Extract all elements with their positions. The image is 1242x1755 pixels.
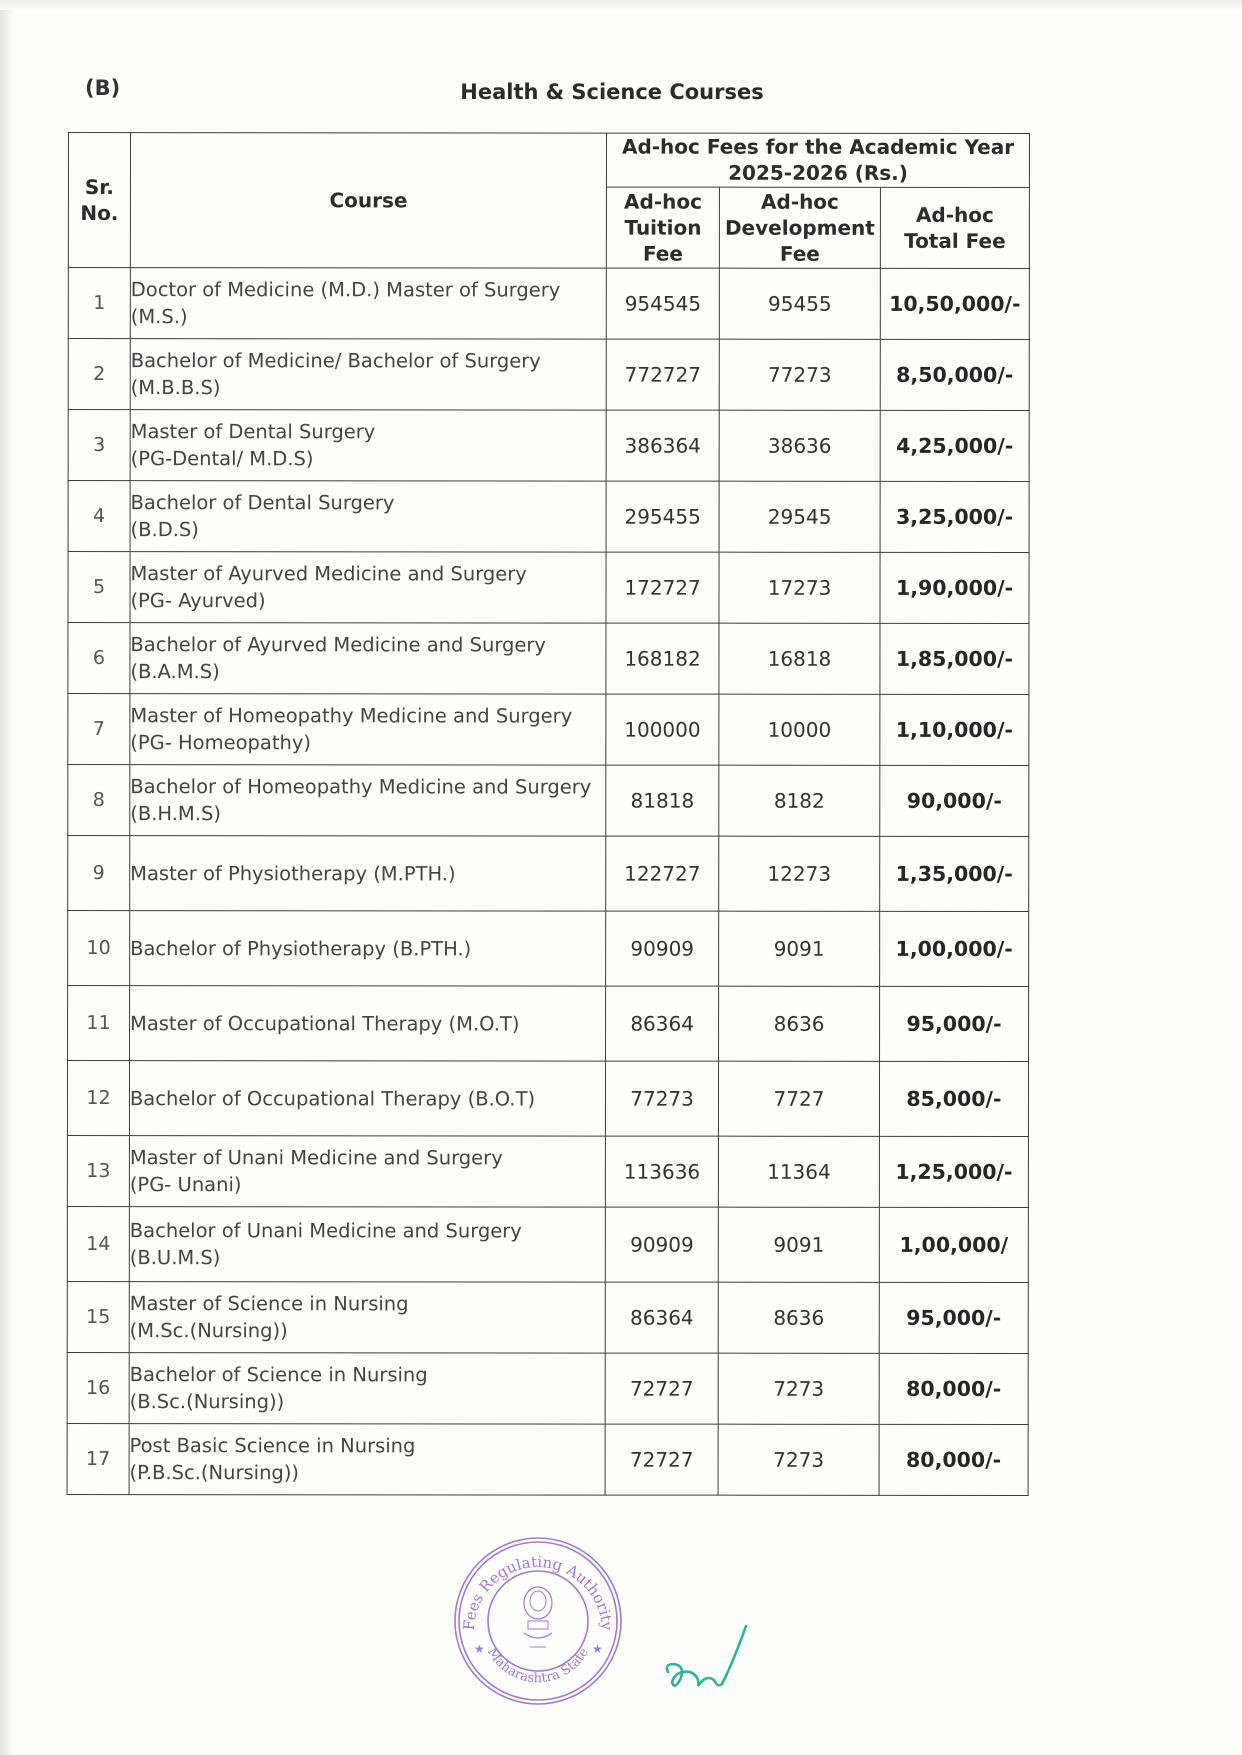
total-fee-cell: 8,50,000/- <box>880 339 1029 410</box>
course-name-line2: (B.Sc.(Nursing)) <box>129 1390 285 1414</box>
header-development-line2: Development <box>724 215 875 240</box>
development-fee-cell: 9091 <box>718 1207 879 1282</box>
table-row <box>68 765 1029 837</box>
sr-no-cell: 8 <box>68 765 130 836</box>
total-fee-cell: 1,35,000/- <box>880 836 1029 911</box>
course-cell <box>129 1207 605 1282</box>
development-fee-cell: 16818 <box>719 623 880 694</box>
course-name-line2: (M.S.) <box>130 305 188 329</box>
sr-no-cell: 17 <box>67 1423 129 1494</box>
header-development-fee <box>719 187 880 268</box>
course-cell <box>129 1282 605 1353</box>
total-fee-cell: 1,10,000/- <box>880 694 1029 765</box>
scan-top-shadow <box>0 0 1242 10</box>
tuition-fee-cell: 77273 <box>606 1061 719 1136</box>
section-title-text: Health & Science Courses <box>460 80 764 104</box>
course-name-line1: Master of Science in Nursing <box>129 1292 409 1316</box>
course-name-line2: (B.D.S) <box>130 518 199 542</box>
tuition-fee-cell: 772727 <box>606 339 719 410</box>
development-fee-cell: 95455 <box>719 268 880 339</box>
course-name-line1: Bachelor of Occupational Therapy (B.O.T) <box>129 1086 536 1110</box>
total-fee-cell: 10,50,000/- <box>880 268 1029 339</box>
total-fee-cell: 80,000/- <box>879 1353 1028 1424</box>
course-cell <box>129 1424 605 1495</box>
sr-no-cell: 1 <box>68 268 130 339</box>
course-name-line1: Master of Occupational Therapy (M.O.T) <box>129 1011 520 1035</box>
header-fee-group-line2: 2025-2026 (Rs.) <box>728 160 908 185</box>
scan-edge-shadow <box>0 0 14 1755</box>
course-cell <box>130 694 606 765</box>
tuition-fee-cell: 90909 <box>605 1207 718 1282</box>
course-name-line1: Bachelor of Ayurved Medicine and Surgery <box>130 633 546 657</box>
course-cell <box>130 481 606 552</box>
course-name-line1: Bachelor of Homeopathy Medicine and Surgery <box>130 775 592 799</box>
fees-regulating-authority-stamp <box>452 1535 624 1707</box>
total-fee-cell: 1,00,000/- <box>880 911 1029 986</box>
tuition-fee-cell: 90909 <box>606 911 719 986</box>
stamp-star-left-icon: ★ <box>474 1642 485 1656</box>
header-total-fee <box>880 187 1029 268</box>
course-cell <box>130 765 606 836</box>
table-row <box>68 623 1029 695</box>
table-row <box>68 268 1029 340</box>
development-fee-cell: 8636 <box>719 986 880 1061</box>
sr-no-cell: 5 <box>68 552 130 623</box>
sr-no-cell: 7 <box>68 694 130 765</box>
header-sr-no-line2: No. <box>80 201 119 226</box>
total-fee-cell: 3,25,000/- <box>880 481 1029 552</box>
fee-rows <box>67 268 1029 1496</box>
development-fee-cell: 77273 <box>719 339 880 410</box>
sr-no-cell: 2 <box>68 339 130 410</box>
tuition-fee-cell: 113636 <box>605 1136 718 1207</box>
course-name-line1: Master of Physiotherapy (M.PTH.) <box>130 861 456 885</box>
development-fee-cell: 17273 <box>719 552 880 623</box>
development-fee-cell: 7273 <box>718 1424 879 1495</box>
course-name-line2: (M.B.B.S) <box>130 376 221 400</box>
course-cell <box>129 1353 605 1424</box>
header-development-line1: Ad-hoc <box>760 189 839 214</box>
header-tuition-line2: Tuition <box>624 215 702 240</box>
course-name-line1: Master of Ayurved Medicine and Surgery <box>130 562 527 586</box>
section-letter: (B) <box>85 76 121 100</box>
tuition-fee-cell: 72727 <box>605 1353 718 1424</box>
development-fee-cell: 7727 <box>718 1061 879 1136</box>
emblem-icon <box>524 1587 552 1647</box>
total-fee-cell: 1,25,000/- <box>879 1136 1028 1207</box>
tuition-fee-cell: 295455 <box>606 481 719 552</box>
header-tuition-line1: Ad-hoc <box>624 189 702 214</box>
stamp-bottom-text <box>484 1645 592 1686</box>
sr-no-cell: 12 <box>67 1061 129 1136</box>
course-cell <box>130 268 606 339</box>
development-fee-cell: 38636 <box>719 410 880 481</box>
header-tuition-fee <box>606 187 719 268</box>
sr-no-cell: 3 <box>68 410 130 481</box>
sr-no-cell: 6 <box>68 623 130 694</box>
total-fee-cell: 1,85,000/- <box>880 623 1029 694</box>
tuition-fee-cell: 100000 <box>606 694 719 765</box>
course-name-line1: Bachelor of Physiotherapy (B.PTH.) <box>130 936 472 960</box>
table-row <box>68 339 1029 411</box>
header-total-line2: Total Fee <box>904 228 1006 253</box>
development-fee-cell: 10000 <box>719 694 880 765</box>
tuition-fee-cell: 386364 <box>606 410 719 481</box>
table-row <box>68 552 1029 624</box>
sr-no-cell: 4 <box>68 481 130 552</box>
course-name-line2: (B.H.M.S) <box>130 802 221 826</box>
header-total-line1: Ad-hoc <box>915 202 994 227</box>
course-name-line1: Bachelor of Unani Medicine and Surgery (B.U.M.S) <box>129 1219 522 1270</box>
course-name-line2: (P.B.Sc.(Nursing)) <box>129 1461 300 1485</box>
total-fee-cell: 1,90,000/- <box>880 552 1029 623</box>
sr-no-cell: 15 <box>67 1281 129 1352</box>
sr-no-cell: 10 <box>68 911 130 986</box>
course-cell <box>130 836 606 911</box>
development-fee-cell: 7273 <box>718 1353 879 1424</box>
course-name-line1: Master of Homeopathy Medicine and Surgery <box>130 704 573 728</box>
course-name-line1: Master of Unani Medicine and Surgery <box>129 1146 503 1170</box>
table-row <box>68 986 1029 1062</box>
header-tuition-line3: Fee <box>642 241 683 266</box>
table-row <box>67 1061 1028 1137</box>
course-cell <box>130 410 606 481</box>
tuition-fee-cell: 168182 <box>606 623 719 694</box>
header-sr-no-line1: Sr. <box>84 175 114 200</box>
header-sr-no <box>68 133 130 268</box>
header-course: Course <box>130 133 606 268</box>
stamp-star-right-icon: ★ <box>592 1642 603 1656</box>
development-fee-cell: 11364 <box>718 1136 879 1207</box>
stamp-top-textpath: Fees Regulating Authority <box>459 1552 617 1631</box>
table-row <box>68 410 1029 482</box>
course-name-line1: Bachelor of Medicine/ Bachelor of Surgery <box>130 349 541 373</box>
course-cell <box>130 552 606 623</box>
sr-no-cell: 9 <box>68 836 130 911</box>
course-name-line1: Doctor of Medicine (M.D.) Master of Surgery <box>130 278 561 302</box>
course-cell <box>129 1136 605 1207</box>
course-name-line1: Post Basic Science in Nursing <box>129 1434 416 1458</box>
stamp-bottom-textpath: Maharashtra State <box>484 1645 592 1687</box>
tuition-fee-cell: 954545 <box>606 268 719 339</box>
tuition-fee-cell: 86364 <box>605 1282 718 1353</box>
course-name-line1: Bachelor of Science in Nursing <box>129 1363 428 1387</box>
course-name-line1: Bachelor of Dental Surgery <box>130 491 395 515</box>
course-name-line2: (B.A.M.S) <box>130 660 220 684</box>
table-row <box>67 1423 1028 1495</box>
tuition-fee-cell: 81818 <box>606 765 719 836</box>
table-row <box>67 1136 1028 1208</box>
sr-no-cell: 13 <box>67 1136 129 1207</box>
development-fee-cell: 8182 <box>719 765 880 836</box>
course-cell <box>129 986 605 1061</box>
fees-table <box>67 132 1030 1496</box>
tuition-fee-cell: 72727 <box>605 1424 718 1495</box>
course-name-line1: Master of Dental Surgery <box>130 420 376 444</box>
sr-no-cell: 14 <box>67 1206 129 1281</box>
total-fee-cell: 4,25,000/- <box>880 410 1029 481</box>
course-cell <box>130 911 606 986</box>
sr-no-cell: 16 <box>67 1352 129 1423</box>
development-fee-cell: 29545 <box>719 481 880 552</box>
course-cell <box>130 339 606 410</box>
sr-no-cell: 11 <box>68 986 130 1061</box>
total-fee-cell: 95,000/- <box>880 986 1029 1061</box>
total-fee-cell: 80,000/- <box>879 1424 1028 1495</box>
course-name-line2: (PG- Homeopathy) <box>130 731 312 755</box>
table-row <box>68 911 1029 987</box>
development-fee-cell: 8636 <box>718 1282 879 1353</box>
development-fee-cell: 12273 <box>719 836 880 911</box>
table-row <box>67 1352 1028 1424</box>
header-development-line3: Fee <box>779 241 820 266</box>
header-row-1 <box>68 133 1029 188</box>
tuition-fee-cell: 86364 <box>606 986 719 1061</box>
table-row <box>68 481 1029 553</box>
course-name-line2: (PG-Dental/ M.D.S) <box>130 447 314 471</box>
handwritten-signature <box>660 1620 770 1700</box>
development-fee-cell: 9091 <box>719 911 880 986</box>
table-row <box>68 836 1029 912</box>
total-fee-cell: 90,000/- <box>880 765 1029 836</box>
tuition-fee-cell: 172727 <box>606 552 719 623</box>
table-row <box>68 694 1029 766</box>
signature-stroke <box>667 1626 746 1686</box>
course-name-line2: (PG- Unani) <box>129 1173 242 1197</box>
course-cell <box>129 1061 605 1136</box>
header-fee-group-line1: Ad-hoc Fees for the Academic Year <box>621 134 1015 159</box>
section-title <box>0 80 1242 104</box>
course-name-line2: (M.Sc.(Nursing)) <box>129 1319 288 1343</box>
table-row <box>67 1206 1028 1282</box>
total-fee-cell: 85,000/- <box>879 1061 1028 1136</box>
course-name-line2: (PG- Ayurved) <box>130 589 266 613</box>
total-fee-cell: 95,000/- <box>879 1282 1028 1353</box>
total-fee-cell: 1,00,000/ <box>879 1207 1028 1282</box>
tuition-fee-cell: 122727 <box>606 836 719 911</box>
header-fee-group <box>607 133 1030 187</box>
course-cell <box>130 623 606 694</box>
table-row <box>67 1281 1028 1353</box>
